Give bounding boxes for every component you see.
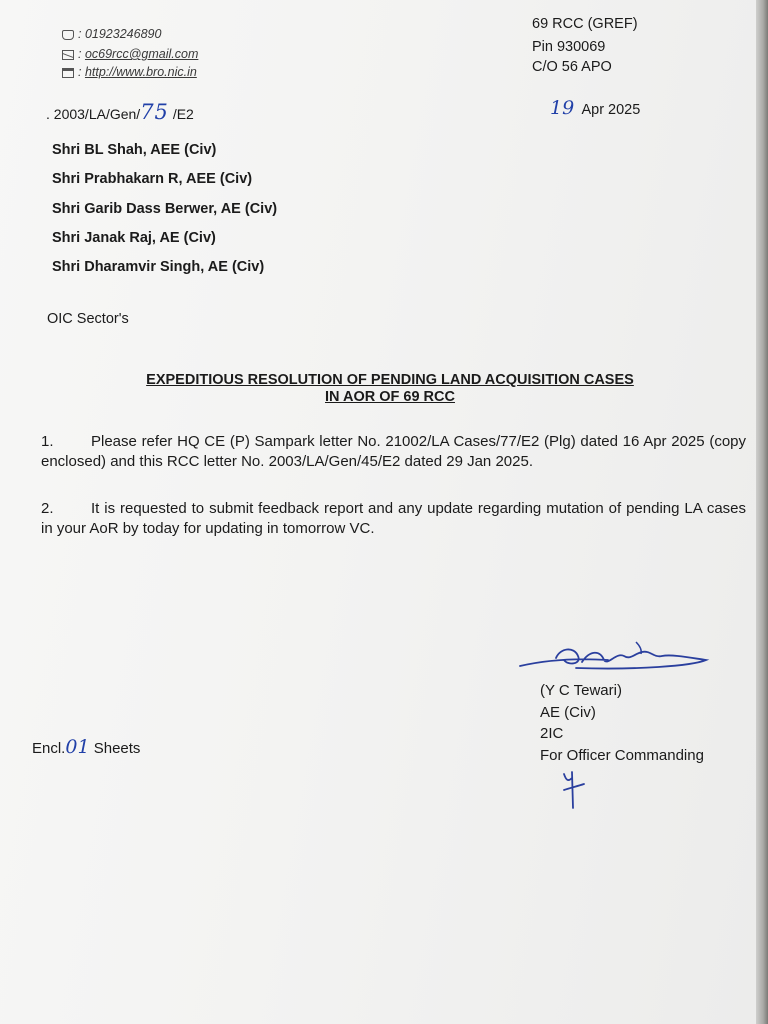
- unit-pin: Pin 930069: [532, 39, 606, 55]
- date-handwritten-day: 19: [550, 97, 575, 119]
- signatory-name: (Y C Tewari): [540, 682, 622, 699]
- addressee: Shri Prabhakarn R, AEE (Civ): [52, 171, 253, 187]
- paragraph-1: [41, 432, 746, 472]
- page-edge-shadow: [756, 0, 768, 1024]
- enclosure-prefix: Encl.: [32, 740, 66, 757]
- contact-email: : oc69rcc@gmail.com: [62, 47, 198, 62]
- paragraph-text: Please refer HQ CE (P) Sampark letter No. 21002/LA Cases/77/E2 (Plg) dated 16 Apr 2025 (copy enclosed) and this RCC letter No. 2003/LA/Gen/45/E2 dated 29 Jan 2025.: [41, 433, 746, 470]
- paragraph-text: It is requested to submit feedback report and any update regarding mutation of pending LA cases in your AoR by today for updating in tomorrow VC.: [41, 500, 746, 537]
- enclosure-note: [32, 736, 140, 758]
- addressee: Shri Garib Dass Berwer, AE (Civ): [52, 201, 278, 217]
- reference-suffix: /E2: [172, 106, 194, 122]
- enclosure-suffix: Sheets: [93, 740, 141, 757]
- reference-number: [46, 100, 194, 124]
- paragraph-number: 2.: [41, 500, 54, 517]
- handwritten-initials: [558, 768, 588, 812]
- reference-prefix: . 2003/LA/Gen/: [46, 106, 141, 122]
- phone-number: 01923246890: [84, 27, 162, 41]
- unit-apo: C/O 56 APO: [532, 59, 612, 75]
- signatory-for: For Officer Commanding: [540, 747, 704, 764]
- date-month-year: Apr 2025: [581, 102, 641, 118]
- signatory-designation: AE (Civ): [540, 704, 596, 721]
- email-link[interactable]: oc69rcc@gmail.com: [84, 47, 199, 61]
- reference-handwritten-number: 75: [140, 100, 169, 124]
- contact-website: : http://www.bro.nic.in: [62, 65, 197, 80]
- addressee: Shri Janak Raj, AE (Civ): [52, 230, 216, 246]
- unit-name: 69 RCC (GREF): [532, 16, 638, 32]
- computer-icon: [62, 68, 74, 78]
- addressee: Shri Dharamvir Singh, AE (Civ): [52, 259, 265, 275]
- paragraph-number: 1.: [41, 433, 54, 450]
- mail-icon: [62, 50, 74, 60]
- addressee: Shri BL Shah, AEE (Civ): [52, 142, 217, 158]
- letter-date: [550, 97, 640, 119]
- enclosure-handwritten-count: 01: [65, 736, 90, 758]
- subject-line-1: EXPEDITIOUS RESOLUTION OF PENDING LAND ACQUISITION CASES: [146, 372, 634, 388]
- paragraph-2: [41, 499, 746, 539]
- contact-phone: : 01923246890: [62, 27, 161, 42]
- website-link[interactable]: http://www.bro.nic.in: [84, 65, 197, 79]
- oic-line: OIC Sector's: [47, 311, 129, 327]
- phone-icon: [62, 30, 74, 40]
- handwritten-signature: [516, 636, 716, 682]
- signatory-role: 2IC: [540, 725, 564, 742]
- subject-line-2: IN AOR OF 69 RCC: [325, 389, 455, 405]
- subject-heading: [60, 372, 720, 406]
